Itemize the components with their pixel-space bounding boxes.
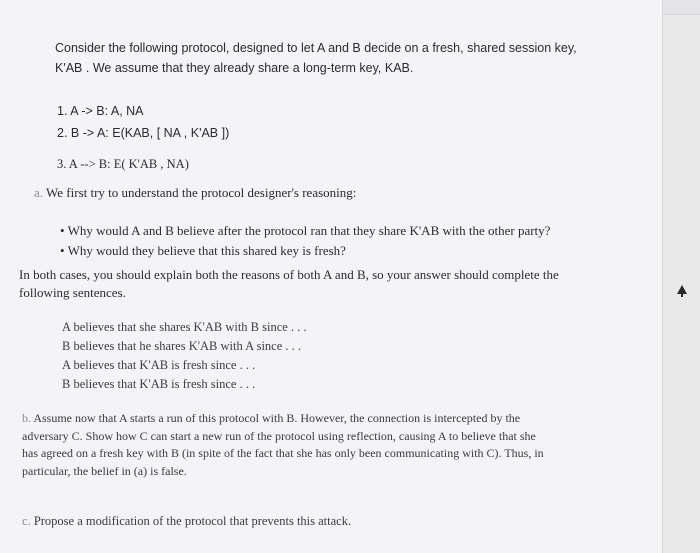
intro-line-1: Consider the following protocol, designed to let A and B decide on a fresh, shared session key, — [55, 41, 577, 55]
protocol-step-3: 3. A --> B: E( K'AB , NA) — [57, 157, 189, 171]
question-c — [22, 514, 351, 529]
both-cases-line-2: following sentences. — [19, 285, 126, 300]
bullet-icon: • — [60, 223, 65, 238]
question-a-text: We first try to understand the protocol designer's reasoning: — [46, 185, 357, 200]
question-c-marker: c. — [22, 514, 31, 528]
question-b-line-3: has agreed on a fresh key with B (in spite of the fact that she has only been communicating with C). Thus, in — [22, 446, 544, 460]
question-c-text: Propose a modification of the protocol that prevents this attack. — [33, 514, 352, 528]
bullet-icon: • — [60, 243, 65, 258]
question-a — [34, 185, 356, 201]
both-cases-paragraph — [19, 266, 559, 302]
bullet-text-2: Why would they believe that this shared key is fresh? — [67, 243, 346, 258]
bullet-item — [60, 223, 550, 239]
sentence-1: A believes that she shares K'AB with B since . . . — [62, 320, 307, 334]
bullet-item — [60, 243, 346, 259]
both-cases-line-1: In both cases, you should explain both the reasons of both A and B, so your answer should complete the — [19, 267, 559, 282]
sentence-4: B believes that K'AB is fresh since . . . — [62, 377, 256, 391]
question-b-line-1: Assume now that A starts a run of this protocol with B. However, the connection is intercepted by the — [33, 411, 521, 425]
question-b — [22, 410, 544, 480]
question-a-marker: a. — [34, 185, 44, 200]
bullet-text-1: Why would A and B believe after the protocol ran that they share K'AB with the other party? — [67, 223, 551, 238]
question-b-marker: b. — [22, 411, 31, 425]
intro-paragraph — [55, 38, 577, 78]
protocol-step-1: 1. A -> B: A, NA — [57, 104, 144, 118]
sentence-3: A believes that K'AB is fresh since . . . — [62, 358, 256, 372]
protocol-step-2: 2. B -> A: E(KAB, [ NA , K'AB ]) — [57, 126, 230, 140]
mouse-cursor-stem — [681, 293, 683, 297]
question-b-line-4: particular, the belief in (a) is false. — [22, 463, 187, 478]
sentence-2: B believes that he shares K'AB with A since . . . — [62, 339, 302, 353]
question-b-line-2: adversary C. Show how C can start a new run of the protocol using reflection, causing A to believe that she — [22, 428, 536, 443]
intro-line-2: K'AB . We assume that they already share a long-term key, KAB. — [55, 61, 414, 75]
